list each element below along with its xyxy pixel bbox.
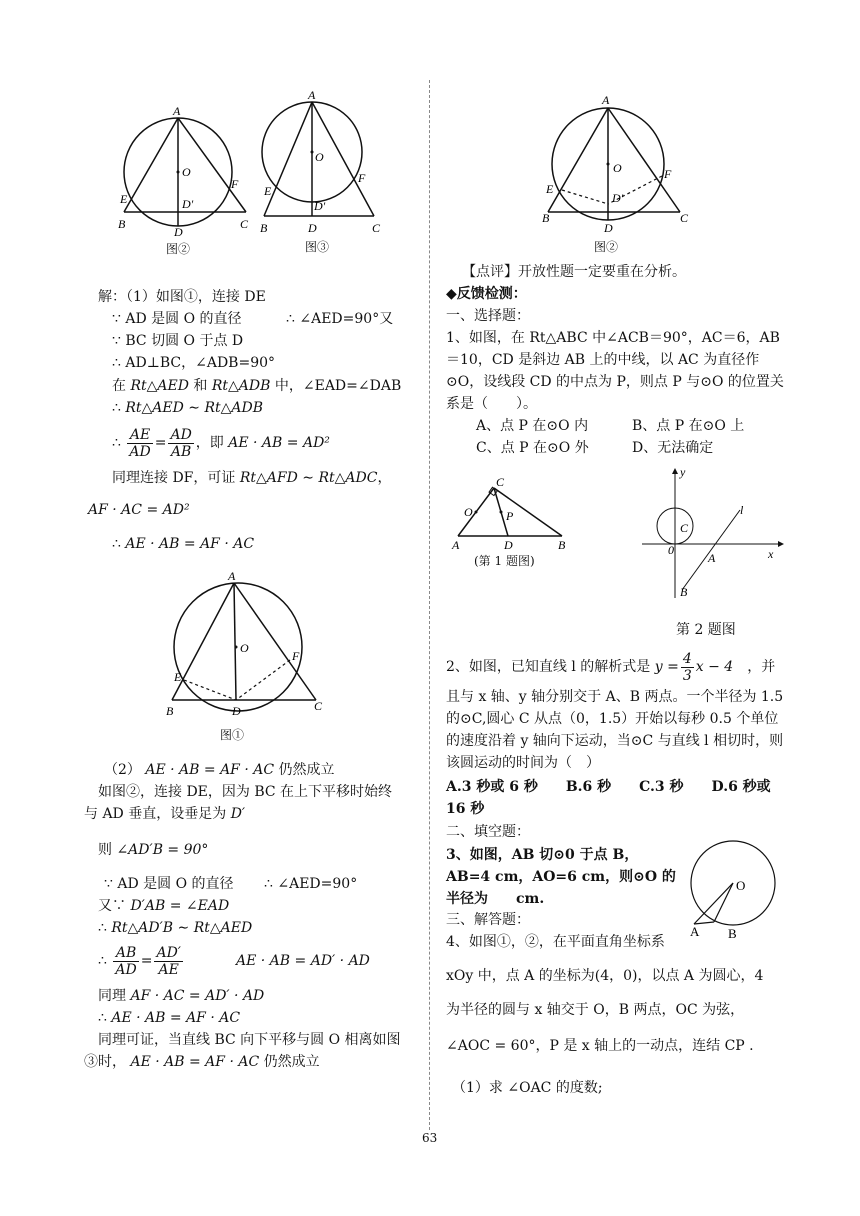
- fig-label: D': [612, 191, 624, 205]
- solution-line: ③时， AE · AB = AF · AC 仍然成立: [84, 1054, 320, 1070]
- fig-label: D: [232, 704, 241, 718]
- solution-line: 则 ∠AD′B = 90°: [98, 842, 209, 858]
- solution-line: 在 Rt△AED 和 Rt△ADB 中，∠EAD=∠DAB: [112, 378, 402, 394]
- question-2-options: A.3 秒或 6 秒 B.6 秒 C.3 秒 D.6 秒或 16 秒: [446, 779, 771, 817]
- fraction: $\frac{AD'}{AE}$: [156, 944, 181, 978]
- fig-label: E: [174, 670, 182, 684]
- comment: 【点评】开放性题一定要重在分析。: [462, 264, 686, 280]
- figure-3: [258, 88, 388, 238]
- section-heading: 二、填空题：: [446, 824, 530, 840]
- solution-line: 解：（1）如图①，连接 DE: [98, 289, 266, 305]
- solution-line: ∴ Rt△AD′B ∼ Rt△AED: [98, 920, 253, 936]
- fig-label: O: [182, 165, 191, 179]
- fraction: $\frac{AE}{AD}$: [129, 426, 151, 460]
- solution-line: ∴ $\frac{AE}{AD}$ = $\frac{AD}{AB}$ ，即 AE · AB = AD²: [112, 426, 330, 460]
- section-heading: 三、解答题：: [446, 912, 530, 928]
- solution-line: ∴ AE · AB = AF · AC: [112, 536, 255, 552]
- figure-2-left: [118, 100, 258, 250]
- fig-label: E: [264, 184, 272, 198]
- section-heading: ◆反馈检测：: [446, 286, 527, 302]
- fig-label: B: [542, 211, 550, 225]
- figure-caption: 图②: [594, 240, 619, 254]
- option-b: B、点 P 在⊙O 上: [632, 418, 745, 434]
- fig-label: B: [260, 221, 268, 235]
- fig-label: B: [680, 585, 688, 599]
- fig-label: A: [602, 93, 610, 107]
- fig-label: B: [728, 926, 737, 941]
- option-d: D、无法确定: [632, 440, 714, 456]
- fig-label: D': [182, 197, 194, 211]
- fig-label: F: [358, 171, 366, 185]
- column-divider: [429, 80, 430, 1130]
- question-2-figure: [636, 465, 786, 599]
- fig-label: F: [664, 167, 672, 181]
- solution-line: ∴ Rt△AED ∼ Rt△ADB: [112, 400, 264, 416]
- fig-label: A: [708, 551, 716, 565]
- section-heading: 一、选择题：: [446, 308, 530, 324]
- figure-caption: 图①: [220, 728, 245, 742]
- fig-label: l: [740, 503, 744, 517]
- solution-line: （2） AE · AB = AF · AC 仍然成立: [104, 762, 335, 778]
- fig-label: D': [314, 199, 326, 213]
- question-4-line: ∠AOC = 60°，P 是 x 轴上的一动点，连结 CP .: [446, 1038, 754, 1054]
- fig-label: F: [292, 649, 300, 663]
- question-4-line: 为半径的圆与 x 轴交于 O，B 两点，OC 为弦，: [446, 1002, 745, 1018]
- question-4-line: （1）求 ∠OAC 的度数;: [452, 1080, 603, 1096]
- fraction: $\frac{AD}{AB}$: [170, 426, 192, 460]
- fig-label: O: [315, 150, 324, 164]
- solution-line: ∴ AD⊥BC，∠ADB=90°: [112, 355, 276, 371]
- fig-label: C: [680, 521, 689, 535]
- solution-line: ∵ AD 是圆 O 的直径: [104, 876, 234, 892]
- fig-label: A: [452, 538, 460, 552]
- figure-caption: 第 2 题图: [676, 622, 736, 638]
- figure-2-right: [540, 92, 700, 242]
- fig-label: A: [690, 924, 700, 939]
- fig-label: F: [231, 177, 239, 191]
- solution-line: ∴ ∠AED=90°又: [286, 311, 394, 327]
- fig-label: A: [308, 88, 316, 102]
- question-2: 且与 x 轴、y 轴分别交于 A、B 两点。一个半径为 1.5 的⊙C,圆心 C 从点（0，1.5）开始以每秒 0.5 个单位的速度沿着 y 轴向下运动，当⊙C 与直线 l 相切时，则该圆运动的时间为（ ）: [446, 689, 784, 771]
- solution-line: ∴ AE · AB = AF · AC: [98, 1010, 241, 1026]
- fig-label: E: [546, 182, 554, 196]
- fig-label: O: [736, 878, 746, 893]
- fig-label: P: [506, 509, 514, 523]
- fig-label: A: [228, 569, 236, 583]
- solution-line: 如图②，连接 DE，因为 BC 在上下平移时始终: [98, 784, 393, 800]
- fig-label: D: [604, 221, 613, 235]
- fig-label: C: [496, 475, 505, 489]
- fig-label: E: [120, 192, 128, 206]
- solution-line: ∴ ∠AED=90°: [264, 876, 358, 892]
- fraction: $\frac{AB}{AD}$: [115, 944, 137, 978]
- figure-1: [166, 570, 336, 720]
- question-1: 1、如图，在 Rt△ABC 中∠ACB＝90°，AC＝6，AB＝10，CD 是斜边 AB 上的中线，以 AC 为直径作⊙O，设线段 CD 的中点为 P，则点 P 与⊙O 的位置关系是（ ）。: [446, 330, 784, 412]
- fig-label: B: [118, 217, 126, 231]
- fig-label: y: [680, 465, 686, 479]
- fig-label: A: [173, 104, 181, 118]
- fig-label: C: [680, 211, 689, 225]
- figure-caption: (第 1 题图): [474, 554, 535, 568]
- solution-line: 与 AD 垂直，设垂足为 D′: [84, 806, 246, 822]
- fig-label: C: [372, 221, 381, 235]
- solution-line: 又∵ D′AB = ∠EAD: [98, 898, 230, 914]
- fig-label: D: [174, 225, 183, 239]
- question-3: 3、如图，AB 切⊙0 于点 B，AB=4 cm，AO=6 cm，则⊙O 的半径为 cm.: [446, 847, 676, 907]
- figure-caption: 图②: [166, 242, 191, 256]
- solution-line: ∵ BC 切圆 O 于点 D: [112, 333, 244, 349]
- fig-label: O: [464, 505, 473, 519]
- option-a: A、点 P 在⊙O 内: [476, 418, 589, 434]
- page-number: 63: [422, 1131, 438, 1145]
- fig-label: D: [504, 538, 513, 552]
- fig-label: O: [613, 161, 622, 175]
- solution-line: ∵ AD 是圆 O 的直径: [112, 311, 242, 327]
- fig-label: B: [166, 704, 174, 718]
- question-2-line: 2、如图，已知直线 l 的解析式是 y = $\frac{4}{3}$ x − 4 ，并: [446, 650, 776, 684]
- figure-caption: 图③: [305, 240, 330, 254]
- solution-line: ∴ $\frac{AB}{AD}$ = $\frac{AD'}{AE}$: [98, 944, 181, 978]
- fig-label: O: [240, 641, 249, 655]
- solution-line: 同理 AF · AC = AD′ · AD: [98, 988, 265, 1004]
- solution-line: 同理连接 DF，可证 Rt△AFD ∼ Rt△ADC，: [112, 470, 392, 486]
- question-3-figure: [688, 838, 788, 941]
- fig-label: C: [314, 699, 323, 713]
- fraction: $\frac{4}{3}$: [682, 650, 692, 684]
- fig-label: B: [558, 538, 566, 552]
- solution-line: 同理可证，当直线 BC 向下平移与圆 O 相离如图: [98, 1032, 401, 1048]
- option-c: C、点 P 在⊙O 外: [476, 440, 589, 456]
- solution-line: AE · AB = AD′ · AD: [236, 953, 370, 969]
- solution-line: AF · AC = AD²: [88, 502, 190, 518]
- question-4-line: xOy 中，点 A 的坐标为(4，0)，以点 A 为圆心，4: [446, 968, 764, 984]
- question-4-line: 4、如图①，②，在平面直角坐标系: [446, 934, 665, 950]
- fig-label: x: [768, 547, 774, 561]
- fig-label: D: [308, 221, 317, 235]
- fig-label: C: [240, 217, 249, 231]
- fig-label: 0: [668, 543, 674, 557]
